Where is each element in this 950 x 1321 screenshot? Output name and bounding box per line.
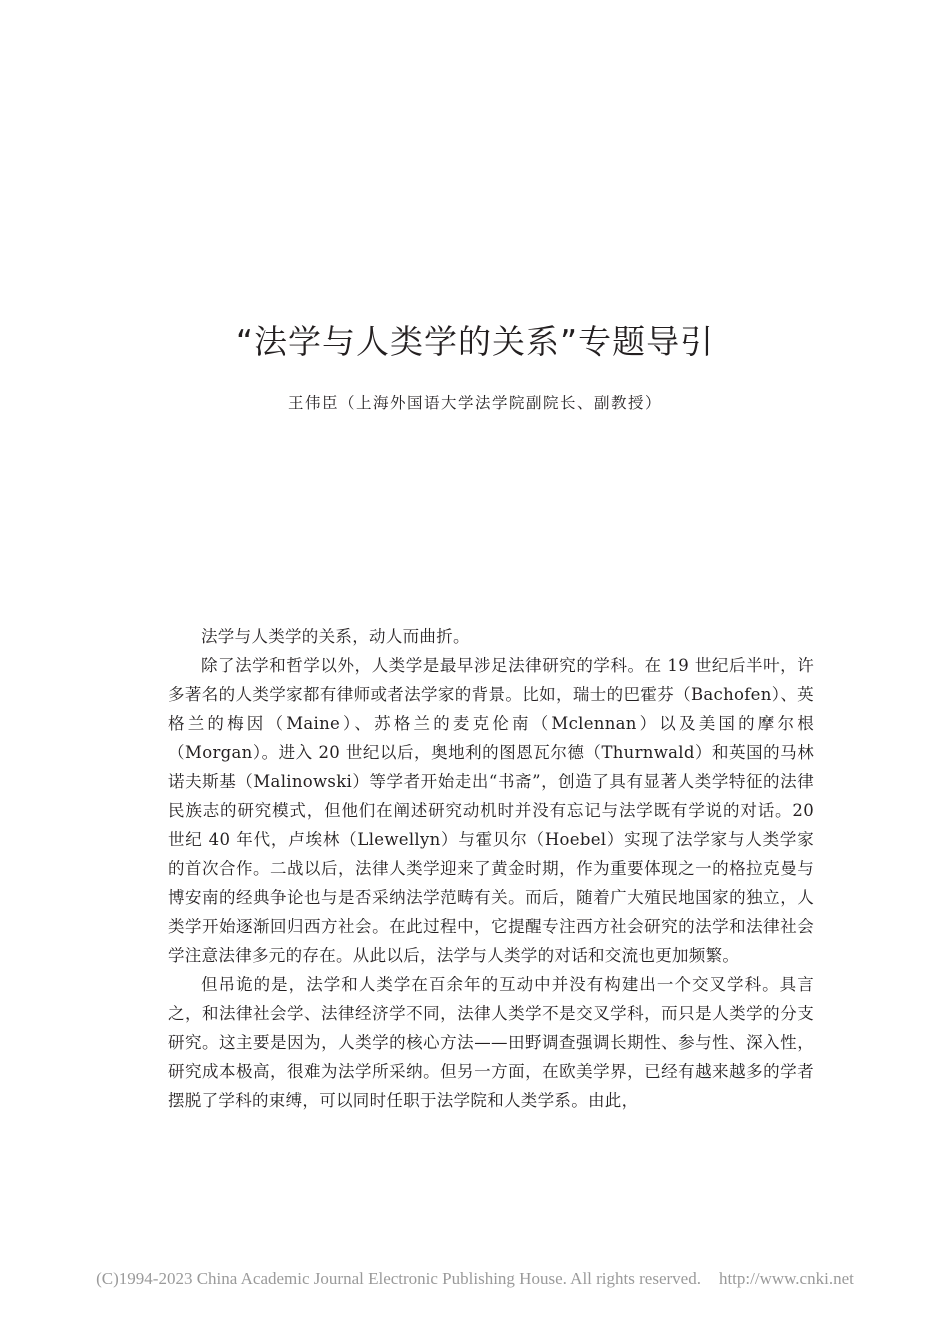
copyright-footer <box>0 1267 950 1291</box>
copyright-notice: (C)1994-2023 China Academic Journal Electronic Publishing House. All rights reserved. <box>96 1269 701 1288</box>
paragraph-2: 除了法学和哲学以外，人类学是最早涉足法律研究的学科。在 19 世纪后半叶，许多著名的人类学家都有律师或者法学家的背景。比如，瑞士的巴霍芬（Bachofen）、英格兰的梅因（Maine）、苏格兰的麦克伦南（Mclennan）以及美国的摩尔根（Morgan）。进入 20 世纪以后，奥地利的图恩瓦尔德（Thurnwald）和英国的马林诺夫斯基（Malinowski）等学者开始走出“书斋”，创造了具有显著人类学特征的法律民族志的研究模式，但他们在阐述研究动机时并没有忘记与法学既有学说的对话。20 世纪 40 年代，卢埃林（Llewellyn）与霍贝尔（Hoebel）实现了法学家与人类学家的首次合作。二战以后，法律人类学迎来了黄金时期，作为重要体现之一的格拉克曼与博安南的经典争论也与是否采纳法学范畴有关。而后，随着广大殖民地国家的独立，人类学开始逐渐回归西方社会。在此过程中，它提醒专注西方社会研究的法学和法律社会学注意法律多元的存在。从此以后，法学与人类学的对话和交流也更加频繁。 <box>168 656 814 965</box>
paragraph-3: 但吊诡的是，法学和人类学在百余年的互动中并没有构建出一个交叉学科。具言之，和法律社会学、法律经济学不同，法律人类学不是交叉学科，而只是人类学的分支研究。这主要是因为，人类学的核心方法——田野调查强调长期性、参与性、深入性，研究成本极高，很难为法学所采纳。但另一方面，在欧美学界，已经有越来越多的学者摆脱了学科的束缚，可以同时任职于法学院和人类学系。由此， <box>168 975 814 1110</box>
paragraph-1: 法学与人类学的关系，动人而曲折。 <box>201 627 470 646</box>
article-body <box>168 622 814 1115</box>
article-title: “法学与人类学的关系”专题导引 <box>235 322 715 361</box>
cnki-url: http://www.cnki.net <box>718 1269 854 1288</box>
author-affiliation: 王伟臣（上海外国语大学法学院副院长、副教授） <box>287 394 662 412</box>
